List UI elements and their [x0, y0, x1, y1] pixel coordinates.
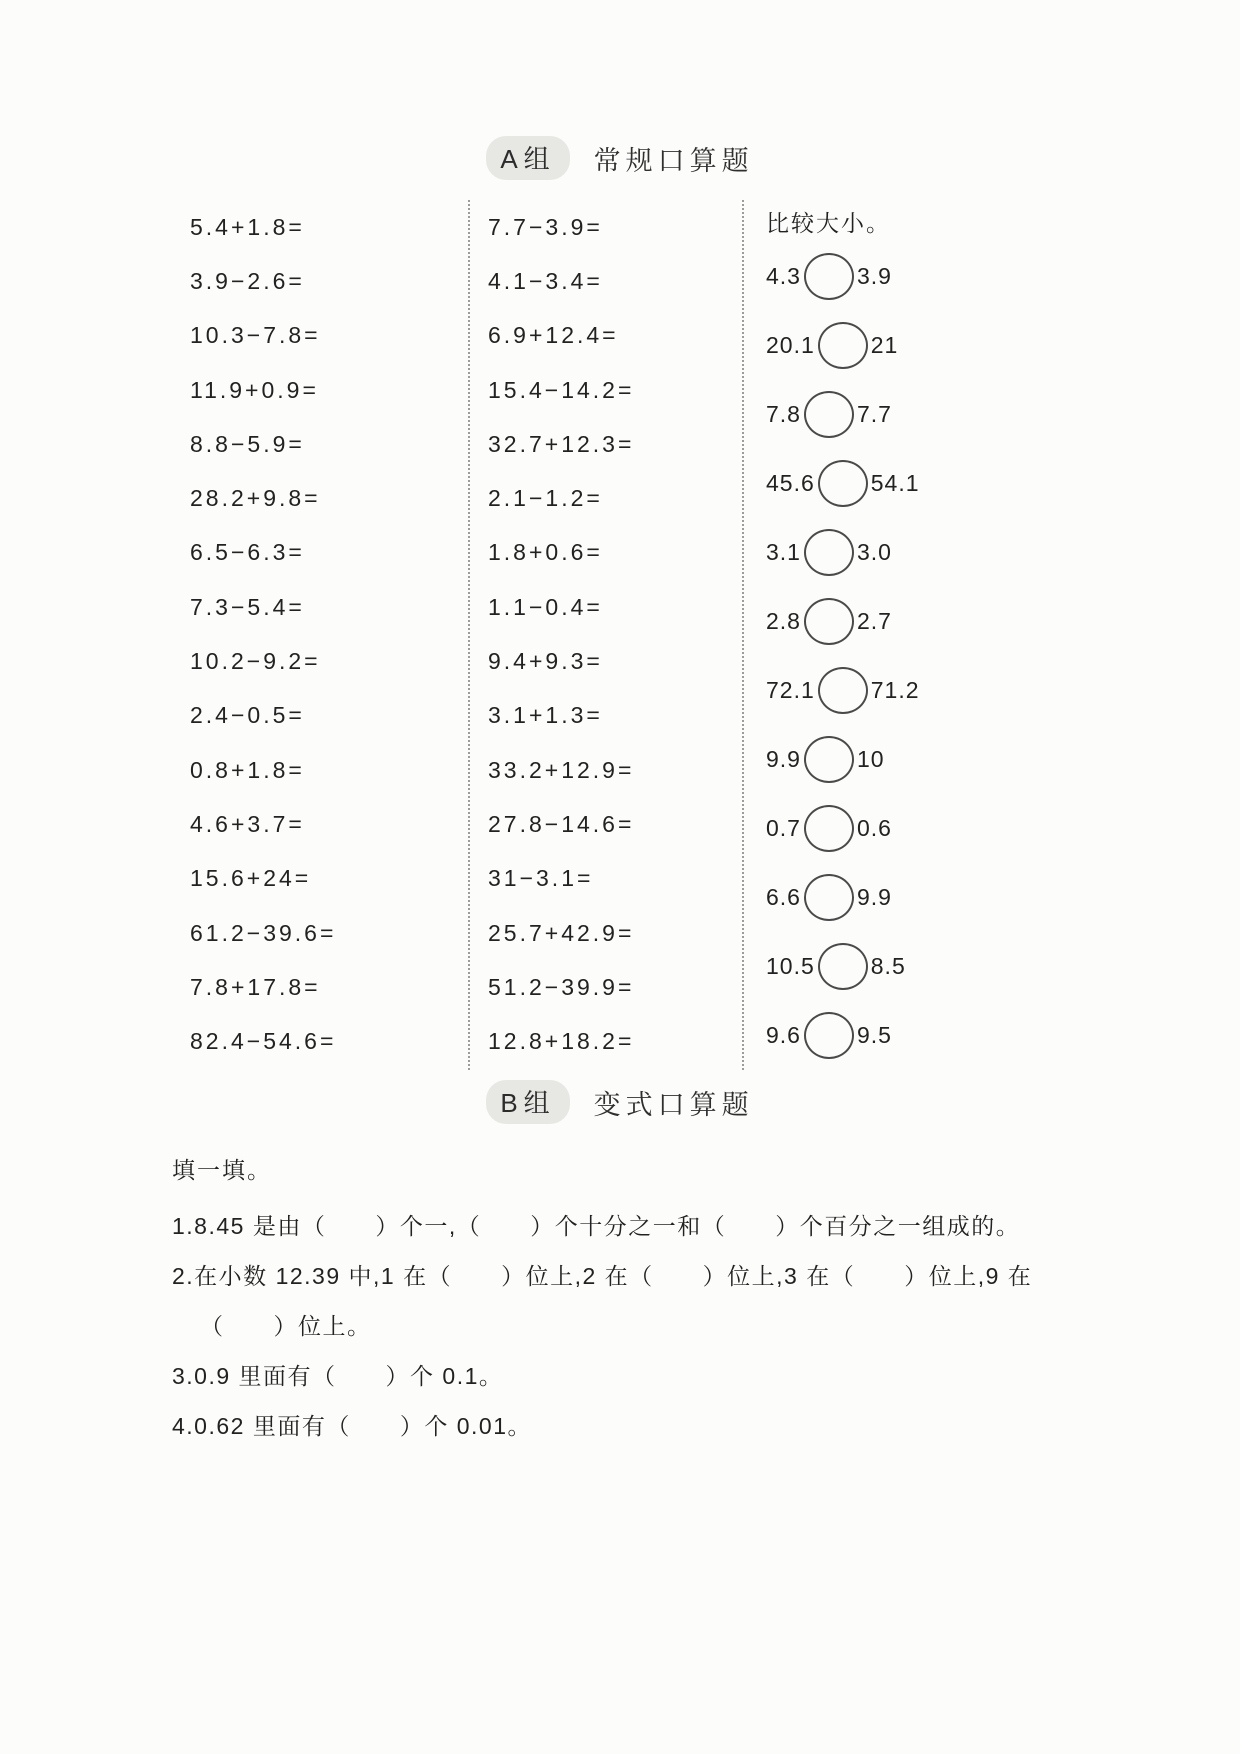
- math-problem: 4.6+3.7=: [190, 810, 305, 837]
- comparison-left-value: 2.8: [766, 608, 801, 634]
- comparison-right-value: 10: [856, 746, 885, 772]
- math-problem: 27.8−14.6=: [488, 810, 635, 837]
- math-problem: 4.1−3.4=: [488, 267, 603, 294]
- comparison-left-value: 3.1: [766, 539, 801, 565]
- comparison-answer-circle: [818, 460, 868, 507]
- comparison-answer-circle: [804, 805, 854, 852]
- math-problem: 6.9+12.4=: [488, 322, 619, 349]
- comparison-problem: [766, 380, 1074, 449]
- comparison-right-value: 3.9: [856, 263, 892, 289]
- math-problem: 8.8−5.9=: [190, 430, 305, 457]
- comparison-problem: [766, 656, 1074, 725]
- comparison-problem: [766, 242, 1074, 311]
- comparison-right-value: 0.6: [856, 815, 892, 841]
- section-a-header: [0, 0, 1240, 180]
- fill-in-section: [172, 1152, 1240, 1451]
- comparison-answer-circle: [804, 1012, 854, 1059]
- comparison-right-value: 21: [870, 332, 899, 358]
- math-problem: 15.6+24=: [190, 865, 312, 892]
- fill-in-title: 填一填。: [172, 1157, 272, 1183]
- comparison-problem: [766, 1001, 1074, 1070]
- fill-in-question: 1.8.45 是由（ ）个一,（ ）个十分之一和（ ）个百分之一组成的。: [172, 1213, 1021, 1239]
- section-b-badge: B组: [486, 1080, 569, 1124]
- math-problem: 2.4−0.5=: [190, 702, 305, 729]
- math-problem: 32.7+12.3=: [488, 430, 635, 457]
- math-problem: 82.4−54.6=: [190, 1028, 337, 1055]
- math-problem: 3.9−2.6=: [190, 267, 305, 294]
- comparison-left-value: 7.8: [766, 401, 801, 427]
- comparison-problem: [766, 725, 1074, 794]
- math-problem: 1.8+0.6=: [488, 539, 603, 566]
- math-problem: 2.1−1.2=: [488, 485, 603, 512]
- comparison-problem: [766, 794, 1074, 863]
- fill-in-question: 2.在小数 12.39 中,1 在（ ）位上,2 在（ ）位上,3 在（ ）位上,9 在: [172, 1263, 1033, 1289]
- comparison-right-value: 3.0: [856, 539, 892, 565]
- math-problem: 6.5−6.3=: [190, 539, 305, 566]
- comparison-right-value: 9.9: [856, 884, 892, 910]
- comparison-title: 比较大小。: [766, 209, 891, 236]
- math-problem: 11.9+0.9=: [190, 376, 319, 403]
- comparison-left-value: 9.9: [766, 746, 801, 772]
- math-problem: 0.8+1.8=: [190, 756, 305, 783]
- comparison-answer-circle: [804, 598, 854, 645]
- comparison-answer-circle: [804, 736, 854, 783]
- comparison-right-value: 7.7: [856, 401, 892, 427]
- comparison-answer-circle: [818, 943, 868, 990]
- comparison-problem: [766, 449, 1074, 518]
- comparison-right-value: 2.7: [856, 608, 892, 634]
- comparison-problem: [766, 932, 1074, 1001]
- section-b-header: [0, 1080, 1240, 1124]
- math-problem: 33.2+12.9=: [488, 756, 635, 783]
- comparison-answer-circle: [818, 667, 868, 714]
- comparison-left-value: 4.3: [766, 263, 801, 289]
- math-problem: 51.2−39.9=: [488, 973, 635, 1000]
- comparison-problem: [766, 311, 1074, 380]
- math-problem: 61.2−39.6=: [190, 919, 337, 946]
- comparison-answer-circle: [818, 322, 868, 369]
- comparison-answer-circle: [804, 874, 854, 921]
- problems-area: [190, 200, 1240, 1070]
- fill-in-question: 4.0.62 里面有（ ）个 0.01。: [172, 1413, 532, 1439]
- math-problem: 10.2−9.2=: [190, 648, 321, 675]
- math-problem: 10.3−7.8=: [190, 322, 321, 349]
- comparison-right-value: 9.5: [856, 1022, 892, 1048]
- math-problem: 7.7−3.9=: [488, 213, 603, 240]
- comparison-left-value: 0.7: [766, 815, 801, 841]
- math-problem: 15.4−14.2=: [488, 376, 635, 403]
- fill-in-lines: [172, 1201, 1240, 1451]
- comparison-column: [744, 200, 1074, 1070]
- comparison-answer-circle: [804, 529, 854, 576]
- comparison-left-value: 20.1: [766, 332, 815, 358]
- comparison-left-value: 45.6: [766, 470, 815, 496]
- comparison-right-value: 54.1: [870, 470, 920, 496]
- fill-in-question: 3.0.9 里面有（ ）个 0.1。: [172, 1363, 504, 1389]
- math-problem: 7.3−5.4=: [190, 593, 305, 620]
- section-a-badge: A组: [486, 136, 569, 180]
- fill-in-question: （ ）位上。: [200, 1313, 372, 1339]
- math-problem: 3.1+1.3=: [488, 702, 603, 729]
- math-problem: 1.1−0.4=: [488, 593, 603, 620]
- comparison-left-value: 72.1: [766, 677, 815, 703]
- math-problem: 28.2+9.8=: [190, 485, 321, 512]
- comparison-right-value: 8.5: [870, 953, 906, 979]
- comparison-right-value: 71.2: [870, 677, 920, 703]
- comparison-problem: [766, 587, 1074, 656]
- comparison-answer-circle: [804, 391, 854, 438]
- math-problem: 31−3.1=: [488, 865, 594, 892]
- section-a-title: 常规口算题: [593, 145, 754, 176]
- comparison-answer-circle: [804, 253, 854, 300]
- comparison-problem: [766, 518, 1074, 587]
- math-problem: 12.8+18.2=: [488, 1028, 635, 1055]
- comparison-left-value: 10.5: [766, 953, 815, 979]
- math-problem: 25.7+42.9=: [488, 919, 635, 946]
- problem-column-1: [190, 200, 468, 1070]
- math-problem: 7.8+17.8=: [190, 973, 321, 1000]
- comparison-left-value: 9.6: [766, 1022, 801, 1048]
- problem-column-2: [470, 200, 742, 1070]
- section-b-title: 变式口算题: [593, 1089, 754, 1120]
- math-problem: 9.4+9.3=: [488, 648, 603, 675]
- comparison-problem: [766, 863, 1074, 932]
- comparison-left-value: 6.6: [766, 884, 801, 910]
- math-problem: 5.4+1.8=: [190, 213, 305, 240]
